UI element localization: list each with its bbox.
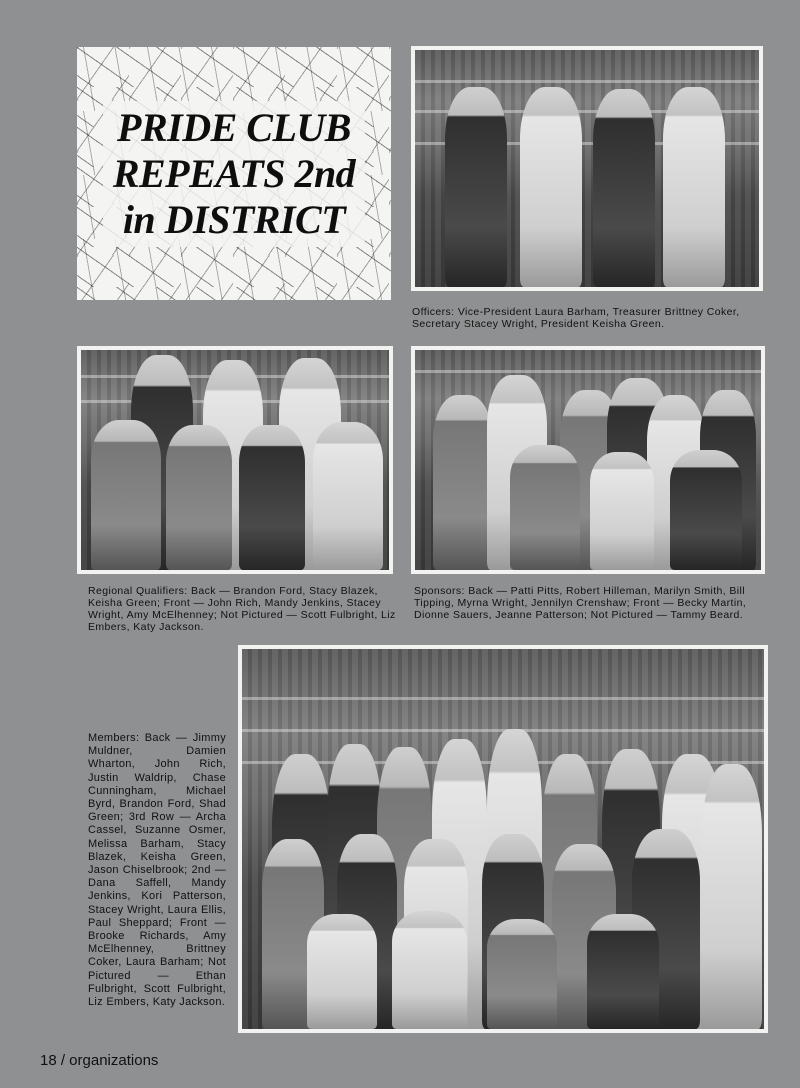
- officers-caption: Officers: Vice-President Laura Barham, Treasurer Brittney Coker, Secretary Stacey Wright, President Keisha Green.: [412, 306, 740, 330]
- headline-line-2: REPEATS 2nd: [112, 150, 356, 196]
- headline-line-3: in DISTRICT: [122, 196, 346, 242]
- regional-qualifiers-photo: [77, 346, 393, 574]
- officers-photo-image: [415, 50, 759, 287]
- sponsors-photo-image: [415, 350, 761, 570]
- headline-backdrop: [103, 101, 365, 247]
- page-footer: 18 / organizations: [40, 1052, 159, 1069]
- members-caption: Members: Back — Jimmy Muldner, Damien Wharton, John Rich, Justin Waldrip, Chase Cunningham, Michael Byrd, Brandon Ford, Shad Green; 3rd Row — Archa Cassel, Suzanne Osmer, Melissa Barham, Stacy Blazek, Keisha Green, Jason Chiselbrook; 2nd — Dana Saffell, Mandy Jenkins, Kori Patterson, Stacey Wright, Laura Ellis, Paul Sheppard; Front — Brooke Richards, Amy McElhenney, Brittney Coker, Laura Barham; Not Pictured — Ethan Fulbright, Scott Fulbright, Liz Embers, Katy Jackson.: [88, 732, 226, 1009]
- headline-line-1: PRIDE CLUB: [117, 104, 351, 150]
- sponsors-caption: Sponsors: Back — Patti Pitts, Robert Hilleman, Marilyn Smith, Bill Tipping, Myrna Wright, Jennilyn Crenshaw; Front — Becky Martin, Dionne Sauers, Jeanne Patterson; Not Pictured — Tammy Beard.: [414, 585, 747, 621]
- regional-qualifiers-caption: Regional Qualifiers: Back — Brandon Ford, Stacy Blazek, Keisha Green; Front — John Rich, Mandy Jenkins, Stacey Wright, Amy McElhenney; Not Pictured — Scott Fulbright, Liz Embers, Katy Jackson.: [88, 585, 396, 633]
- headline-box: [77, 47, 391, 300]
- members-photo: [238, 645, 768, 1033]
- members-photo-image: [242, 649, 764, 1029]
- sponsors-photo: [411, 346, 765, 574]
- officers-photo: [411, 46, 763, 291]
- regional-qualifiers-photo-image: [81, 350, 389, 570]
